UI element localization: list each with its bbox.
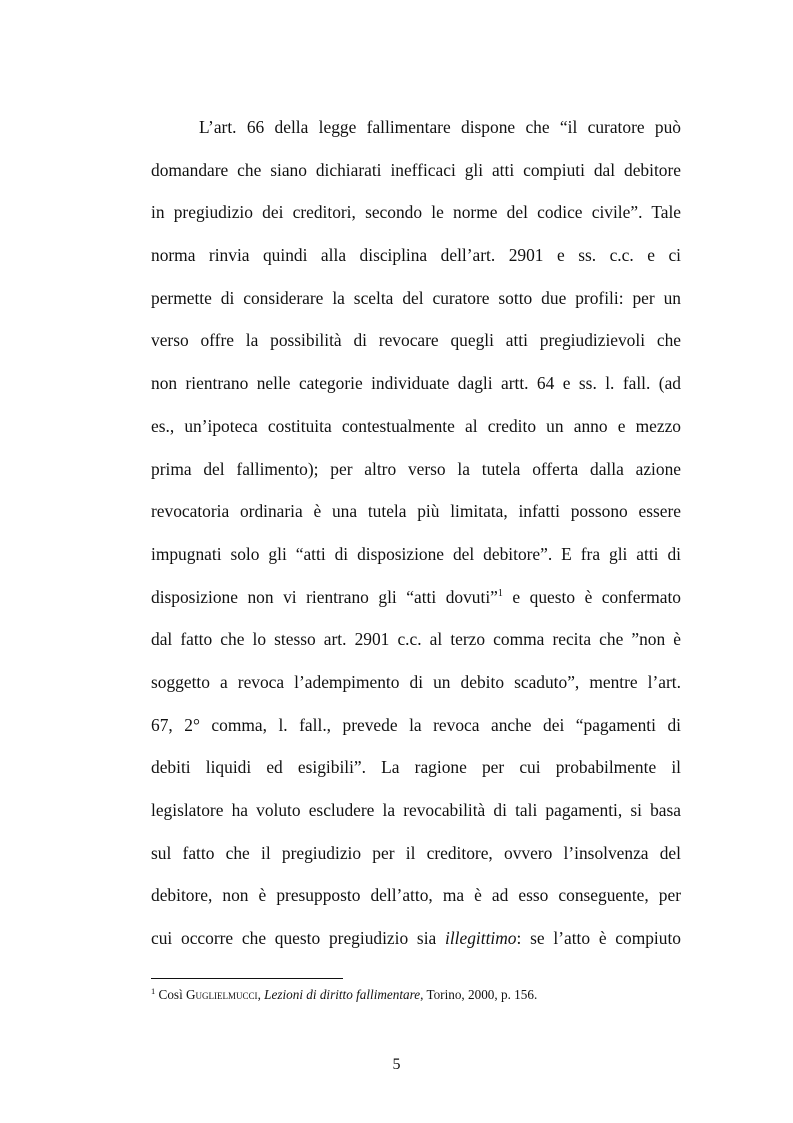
text-line: es., un’ipoteca costituita contestualmente al credito un anno e mezzo — [151, 415, 681, 436]
emphasis: illegittimo — [445, 928, 517, 949]
text-line: verso offre la possibilità di revocare quegli atti pregiudizievoli che — [151, 330, 681, 351]
text-line: revocatoria ordinaria è una tutela più limitata, infatti possono essere — [151, 501, 681, 522]
text-line: sul fatto che il pregiudizio per il creditore, ovvero l’insolvenza del — [151, 842, 681, 863]
text-line: legislatore ha voluto escludere la revocabilità di tali pagamenti, si basa — [151, 800, 681, 820]
footnote: $^1$ Così Guglielmucci, Lezioni di diritto fallimentare, Torino, 2000, p. 156. — [151, 986, 538, 1002]
text-line: disposizione non vi rientrano gli “atti dovuti”$^1$ e questo è confermato — [151, 586, 681, 607]
text-line: L’art. 66 della legge fallimentare dispone che “il curatore può — [199, 117, 681, 137]
footnote-divider — [151, 978, 343, 979]
text-line: cui occorre che questo pregiudizio sia illegittimo: se l’atto è compiuto — [151, 928, 681, 949]
text-line: impugnati solo gli “atti di disposizione del debitore”. E fra gli atti di — [151, 543, 681, 564]
footnote-title: Lezioni di diritto fallimentare — [264, 987, 421, 1002]
text-line: 67, 2° comma, l. fall., prevede la revoca anche dei “pagamenti di — [151, 714, 681, 735]
text-line: permette di considerare la scelta del curatore sotto due profili: per un — [151, 287, 681, 308]
footnote-reference[interactable]: 1 — [497, 587, 503, 599]
text-line: prima del fallimento); per altro verso la tutela offerta dalla azione — [151, 458, 681, 479]
page-number: 5 — [392, 1056, 401, 1073]
text-line: debiti liquidi ed esigibili”. La ragione per cui probabilmente il — [151, 757, 681, 778]
text-line: norma rinvia quindi alla disciplina dell’art. 2901 e ss. c.c. e ci — [151, 245, 681, 266]
text-line: non rientrano nelle categorie individuate dagli artt. 64 e ss. l. fall. (ad — [151, 373, 681, 394]
text-line: dal fatto che lo stesso art. 2901 c.c. al terzo comma recita che ”non è — [151, 629, 681, 650]
text-line: in pregiudizio dei creditori, secondo le norme del codice civile”. Tale — [151, 202, 681, 223]
footnote-marker: 1 — [151, 986, 156, 996]
text-line: soggetto a revoca l’adempimento di un debito scaduto”, mentre l’art. — [151, 671, 681, 692]
footnote-author: Guglielmucci — [186, 987, 258, 1002]
text-line: domandare che siano dichiarati inefficaci gli atti compiuti dal debitore — [151, 159, 681, 180]
text-line: debitore, non è presupposto dell’atto, ma è ad esso conseguente, per — [151, 885, 681, 906]
body-text — [151, 112, 681, 966]
